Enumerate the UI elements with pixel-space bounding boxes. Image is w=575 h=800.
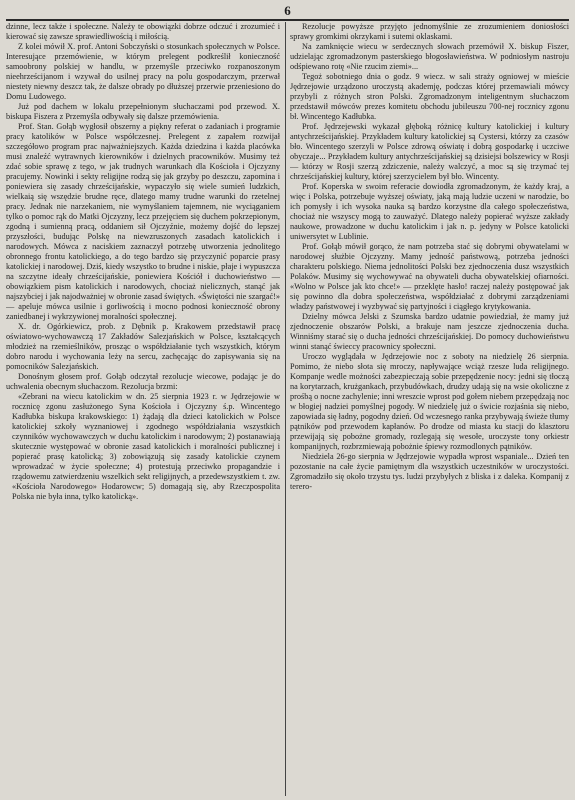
- paragraph: dzinne, lecz także i społeczne. Należy te obowiązki dobrze odczuć i zrozumieć i kierować się zawsze sprawiedliwością i miłością.: [6, 22, 280, 41]
- paragraph: Uroczo wyglądała w Jędrzejowie noc z soboty na niedzielę 26 sierpnia. Pomimo, że niebo słota się mroczy, napływające wciąż rzesze luda religijnego. Kompanje wedle możności zabezpieczają sobie przepędzenie nocy: jedni się tłoczą na korytarzach, krużgankach, przybudówkach, drudzy udają się na wsie okoliczne z prośbą o nocne zachylenie; inni wreszcie wprost pod gołem niebem przepędzają noc w błogiej nadziei pomyślnej pogody. W niedzielę już o świcie rozjaśnia się niebo, zapowiada się ładny, pogodny dzień. Od wczesnego ranka przybywają świeże tłumy pątników pod przewodem kapłanów. Po drodze od miasta ku stacji do klasztoru przewijają się pobożne gromady, rozlegają się wesołe, uroczyste tony orkiestr kompanijnych, rozbrzmiewają pobożnie śpiewy rozmodlonych pątników.: [290, 352, 569, 451]
- paragraph: Prof. Stan. Gołąb wygłosił obszerny a piękny referat o zadaniach i programie pracy katolików w Polsce współczesnej. Prelegent z zapałem rozwijał szczegółowo program prac najważniejszych. Każda dziedzina i każda placówka musi znaleźć wytrawnych kierowników i dzielnych pracowników. Musimy też zdać sobie sprawę z tego, w jak trudnych warunkach dla Kościoła i Ojczyzny pracujemy. Nowinki i sekty religijne rodzą się jak grzyby po deszczu, zapomina i poniewiera się zasady chrześcijańskie, wypaczyło się wiele sumień ludzkich, wielkaią się wszędzie brudne ręce, dlatego mamy trudne warunki do rzetelnej pracy. Jednak nie narzekaniem, nie wymyślaniem tajemnem, nie wyciąganiem tylko o pomoc rąk do Matki Ojczyzny, lecz przejęciem się duchem pokrzepionym, zgodną i sumienną pracą, oddaniem sił Ojczyźnie, możemy dojść do lepszej przyszłości, budując Polskę na niewzruszonych zasadach katolickich i narodowych. Mówca z naciskiem zaznaczył potrzebę utworzenia jednolitego obronnego frontu katolickiego, a do tego bardzo się przyczynić poparcie prasy katolickiej i narodowej. Dziś, kiedy wszystko to brudne i niskie, płaje i wypuszcza na szczytne ideały chrześcijańskie, poniewiera Kościół i duchowieństwo — obowiązkiem pism katolickich i narodowych, chociaż nielicznych, stanąć jak najszybciej i jak najodważniej w obronie zasad świętych. «Świętości nie szargać!» — apeluje mówca usilnie i gorliwością i mocno podnosi konieczność obrony zaniedbanej i wykrzywionej moralności społecznej.: [6, 122, 280, 321]
- paragraph: Dzielny mówca Jelski z Szumska bardzo udatnie powiedział, że mamy już zjednoczenie obszarów Polski, a brakuje nam jeszcze zjednoczenia ducha. Winniśmy starać się o ducha jedności chrześcijańskiej. Do pomocy duchowieństwu winni stanąć świeccy pracownicy społeczni.: [290, 312, 569, 351]
- paragraph: X. dr. Ogórkiewicz, prob. z Dębnik p. Krakowem przedstawił pracę oświatowo-wychowawczą 17 Zakładów Salezjańskich w Polsce, kształcących młodzież na rzemieślników, prosząc o współdziałanie tych wszystkich, którym dobro narodu i wychowania leży na sercu, zachęcając do zapisywania się na pomocników Salezjańskich.: [6, 322, 280, 371]
- right-column: [290, 22, 569, 796]
- paragraph: Prof. Gołąb mówił gorąco, że nam potrzeba stać się dobrymi obywatelami w narodowej służbie Ojczyzny. Mamy jedność państwową, potrzeba jedności charakteru polskiego. Niema jednolitości Polski bez zjednoczenia dusz wszystkich Polaków. Musimy się wychowywać na obywateli ducha obywatelskiej ofiarności. «Wolno w Polsce jak kto chce!» — przeklęte hasło! raczej należy postępować jak się powinno dla dobra społeczeństwa, współdziałać z dobrymi zarządzeniami władzy państwowej i wyzbywać się partyjności i ciągłego krytykowania.: [290, 242, 569, 311]
- left-column: [6, 22, 280, 796]
- paragraph: Prof. Jędrzejewski wykazał głęboką różnicę kultury katolickiej i kultury antychrześcijańskiej. Przykładem kultury katolickiej są Cystersi, którzy za czasów bło. Wincentego szerzyli w Polsce zdrową oświatę i dobrą gospodarkę i uczciwe obyczaje... Przykładem kultury antychrześcijańskiej są dzisiejsi bolszewicy w Rosji — którzy w Rosji szerzą zdziczenie, należy walczyć, a moc są się trzymać tej chrześcijańskiej kultury, której szerzycielem był bło. Wincenty.: [290, 122, 569, 181]
- paragraph: Już pod dachem w lokalu przepełnionym słuchaczami pod przewod. X. biskupa Fiszera z Przemyśla odbywały się dalsze przemówienia.: [6, 102, 280, 121]
- resolution-quote: «Zebrani na wiecu katolickim w dn. 25 sierpnia 1923 r. w Jędrzejowie w rocznicę zgonu zasłużonego Syna Kościoła i Ojczyzny ś.p. Wincentego Kadłubka biskupa krakowskiego: 1) żądają dla dzieci katolickich w Polsce katolickiej szkoły wyznaniowej i zgodnego współdziałania wszystkich czynników wychowawczych w duchu katolickim i narodowym; 2) postanawiają skutecznie występować w obronie zasad katolickich i moralności publicznej i popierać prasę katolicką; 3) zobowiązują się zasady katolickie czynem wprowadzać w życie społeczne; 4) protestują przeciwko propagandzie i rządowemu zatwierdzeniu wszelkich sekt religijnych, a przedewszystkiem t. zw. «Kościoła Narodowego» Hodarowcw; 5) domagają się, aby Rzeczpospolita Polska nie była inna, tylko katolicką».: [12, 392, 280, 501]
- paragraph: Na zamknięcie wiecu w serdecznych słowach przemówił X. biskup Fiszer, udzielając zgromadzonym pasterskiego błogosławieństwa. W podniosłym nastroju odśpiewano rotę «Nie rzucim ziemi»...: [290, 42, 569, 71]
- paragraph: Z kolei mówił X. prof. Antoni Sobczyński o stosunkach społecznych w Polsce. Interesujące przemówienie, w którym prelegent podkreślił konieczność samoobrony polskiej w handlu, w przemyśle przeciwko rozpanoszonym nieehrześcijanom i wzywał do usilnej pracy na polu gospodarczym, przerwał niestety niewny deszcz tak, że dalsze obrady po dłuższej przerwie przeniesiono do Domu Ludowego.: [6, 42, 280, 101]
- paragraph: Niedziela 26-go sierpnia w Jędrzejowie wypadła wprost wspaniale... Dzień ten pozostanie na całe życie pamiętnym dla wszystkich uczestników w uroczystości. Zgromadziło się około trzystu tys. ludzi przybyłych z bliska i z daleka. Kompanij z terero-: [290, 452, 569, 491]
- paragraph: Prof. Koperska w swoim referacie dowiodła zgromadzonym, że każdy kraj, a więc i Polska, potrzebuje wyższej oświaty, jaką mają ludzie uczeni w narodzie, bo ich pomysły i ich wysoka nauka są bardzo korzystne dla całego społeczeństwa, chociaż nie wszyscy mogą to zauważyć. Dlatego należy popierać wyższe zakłady naukowe, prowadzone w duchu katolickim i jak n. p. jedyny w Polsce katolicki uniwersytet w Lublinie.: [290, 182, 569, 241]
- paragraph: Donośnym głosem prof. Gołąb odczytał rezolucje wiecowe, podając je do uchwalenia obecnym słuchaczom. Rezolucja brzmi:: [6, 372, 280, 391]
- paragraph: Tegoż sobotniego dnia o godz. 9 wiecz. w sali straży ogniowej w mieście Jędrzejowie urządzono uroczystą akademję, podczas której przemawiali mówcy przybyli z różnych stron Polski. Zgromadzonym inteligentnym słuchaczom przedstawił mówców prezes komitetu obchodu jubileuszu 700-nej rocznicy zgonu bł. Wincentego Kadłubka.: [290, 72, 569, 121]
- paragraph: Rezolucje powyższe przyjęto jednomyślnie ze zrozumieniem doniosłości sprawy gromkimi okrzykami i sutemi oklaskami.: [290, 22, 569, 41]
- header-rule: [6, 19, 569, 21]
- column-divider: [285, 22, 286, 796]
- page-number: 6: [284, 3, 291, 18]
